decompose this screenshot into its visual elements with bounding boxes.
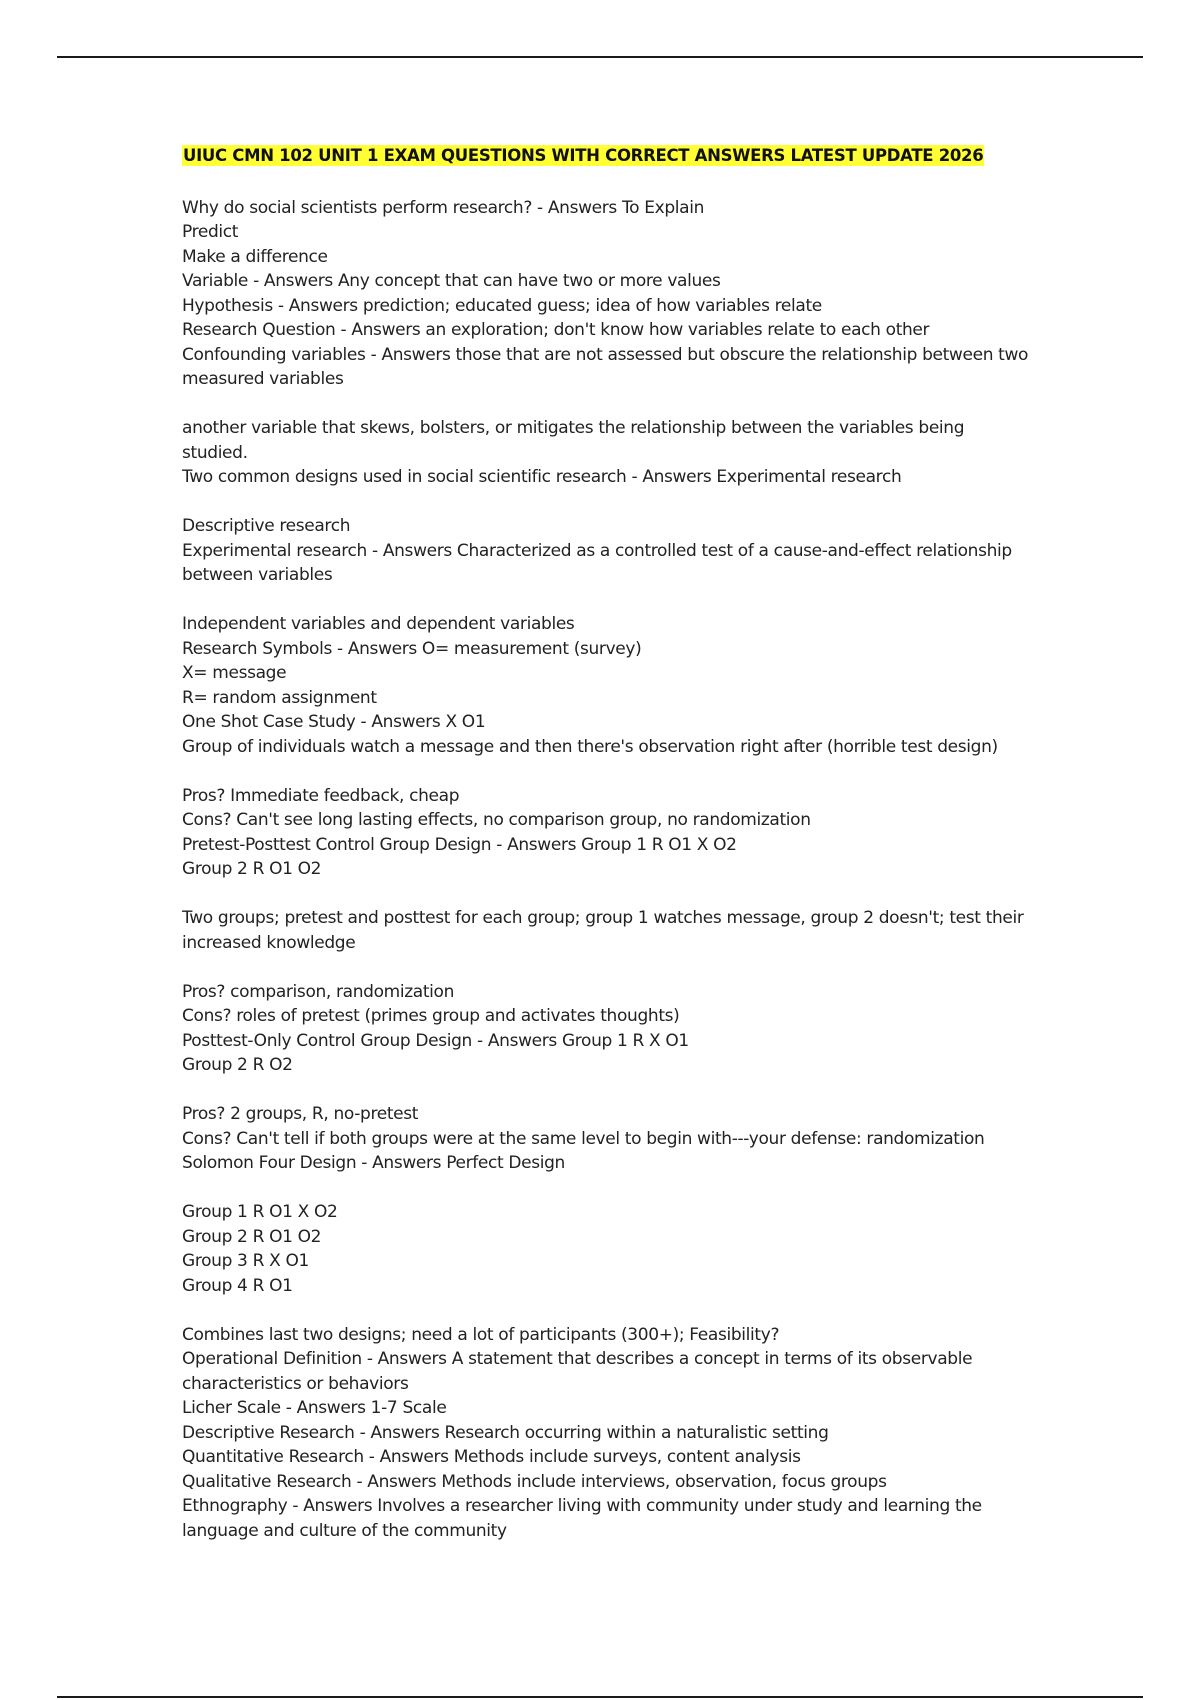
header-rule bbox=[57, 56, 1143, 58]
paragraph-7: Pros? comparison, randomization Cons? roles of pretest (primes group and activates thoughts) Posttest-Only Control Group Design - Answers Group 1 R X O1 Group 2 R O2 bbox=[182, 981, 689, 1075]
footer-rule bbox=[57, 1696, 1143, 1698]
paragraph-3: Descriptive research Experimental research - Answers Characterized as a controlled test of a cause-and-effect relationship between variables bbox=[182, 516, 1012, 585]
paragraph-10: Combines last two designs; need a lot of participants (300+); Feasibility? Operational Definition - Answers A statement that describes a concept in terms of its observable characteristics or behaviors Licher Scale - Answers 1-7 Scale Descriptive Research - Answers Research occurring within a naturalistic setting Quantitative Research - Answers Methods include surveys, content analysis Qualitative Research - Answers Methods include interviews, observation, focus groups Ethnography - Answers Involves a researcher living with community under study and learning the language and culture of the community bbox=[182, 1324, 982, 1541]
paragraph-5: Pros? Immediate feedback, cheap Cons? Can't see long lasting effects, no comparison group, no randomization Pretest-Posttest Control Group Design - Answers Group 1 R O1 X O2 Group 2 R O1 O2 bbox=[182, 785, 811, 879]
paragraph-4: Independent variables and dependent variables Research Symbols - Answers O= measurement (survey) X= message R= random assignment One Shot Case Study - Answers X O1 Group of individuals watch a message and then there's observation right after (horrible test design) bbox=[182, 614, 998, 757]
paragraph-2: another variable that skews, bolsters, or mitigates the relationship between the variables being studied. Two common designs used in social scientific research - Answers Experimental research bbox=[182, 418, 965, 487]
paragraph-9: Group 1 R O1 X O2 Group 2 R O1 O2 Group 3 R X O1 Group 4 R O1 bbox=[182, 1202, 338, 1296]
document-title bbox=[182, 144, 1032, 169]
document-body bbox=[182, 144, 1032, 1543]
document-title-text: UIUC CMN 102 UNIT 1 EXAM QUESTIONS WITH CORRECT ANSWERS LATEST UPDATE 2026 bbox=[183, 146, 984, 165]
paragraph-1: Why do social scientists perform research? - Answers To Explain Predict Make a difference Variable - Answers Any concept that can have two or more values Hypothesis - Answers prediction; educated guess; idea of how variables relate Research Question - Answers an exploration; don't know how variables relate to each other Confounding variables - Answers those that are not assessed but obscure the relationship between two measured variables bbox=[182, 197, 1029, 389]
paragraph-6: Two groups; pretest and posttest for each group; group 1 watches message, group 2 doesn't; test their increased knowledge bbox=[182, 908, 1024, 953]
paragraph-8: Pros? 2 groups, R, no-pretest Cons? Can't tell if both groups were at the same level to begin with---your defense: randomization Solomon Four Design - Answers Perfect Design bbox=[182, 1104, 985, 1173]
